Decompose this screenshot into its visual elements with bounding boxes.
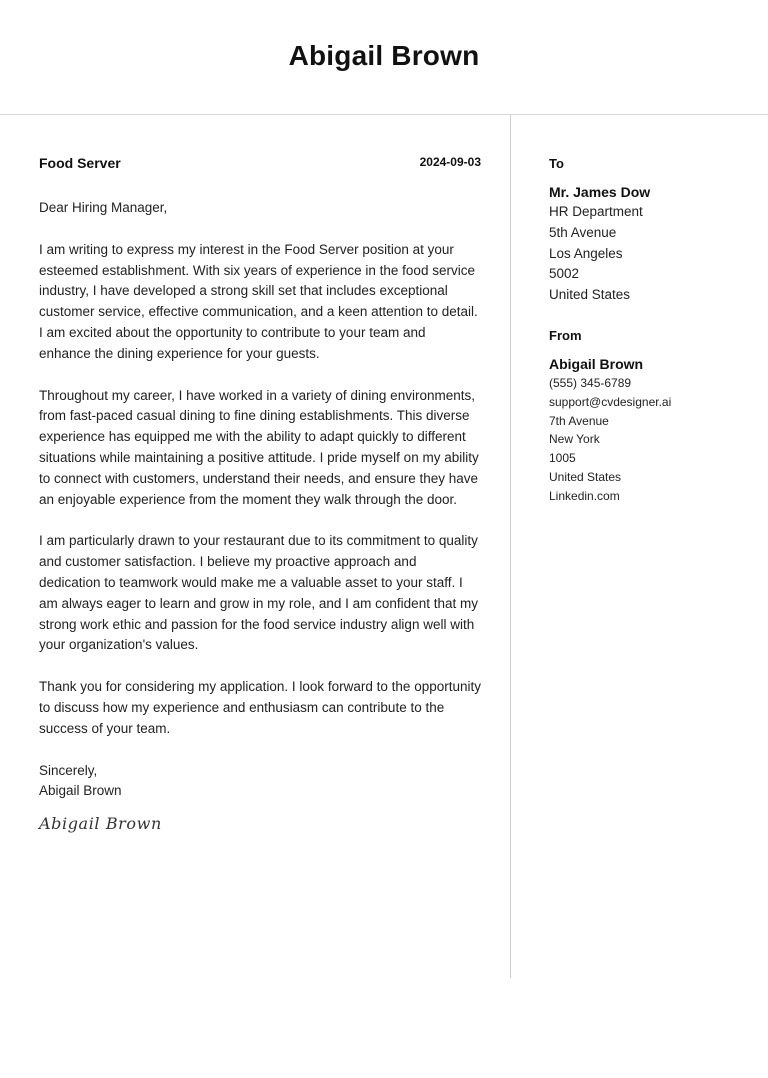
recipient-city: Los Angeles bbox=[549, 245, 623, 261]
paragraph: I am writing to express my interest in the Food Server position at your esteemed establishment. With six years of experience in the food service industry, I have developed a strong skill set that includes exceptional customer service, effective communication, and a keen attention to detail. I am excited about the opportunity to contribute to your team and enhance the dining experience for your guests. bbox=[39, 241, 478, 361]
recipient-country: United States bbox=[549, 287, 631, 303]
greeting: Dear Hiring Manager, bbox=[39, 200, 168, 215]
sender-phone: (555) 345-6789 bbox=[549, 375, 632, 390]
sender-country: United States bbox=[549, 469, 622, 484]
closing-block bbox=[39, 761, 481, 803]
closing-name: Abigail Brown bbox=[39, 783, 122, 799]
from-label: From bbox=[549, 327, 582, 343]
address-sidebar bbox=[549, 152, 749, 506]
job-title: Food Server bbox=[39, 155, 121, 171]
applicant-name-heading: Abigail Brown bbox=[288, 40, 480, 71]
recipient-zip: 5002 bbox=[549, 266, 580, 282]
handwritten-signature: Abigail Brown bbox=[39, 814, 162, 834]
letter-header bbox=[0, 0, 768, 115]
letter-body bbox=[39, 152, 481, 833]
sender-zip: 1005 bbox=[549, 451, 576, 466]
paragraph: Throughout my career, I have worked in a variety of dining environments, from fast-paced casual dining to fine dining establishments. This diverse experience has equipped me with the ability to adapt quickly to different situations while maintaining a positive attitude. I pride myself on my ability to connect with customers, understand their needs, and ensure they have an enjoyable experience from the moment they walk through the door. bbox=[39, 387, 479, 507]
sender-linkedin: Linkedin.com bbox=[549, 488, 620, 503]
recipient-street: 5th Avenue bbox=[549, 224, 617, 240]
sender-email: support@cvdesigner.ai bbox=[549, 394, 672, 409]
recipient-department: HR Department bbox=[549, 204, 643, 219]
to-label: To bbox=[549, 156, 564, 171]
recipient-name: Mr. James Dow bbox=[549, 184, 651, 200]
title-row bbox=[39, 152, 481, 176]
paragraph: I am particularly drawn to your restaurant due to its commitment to quality and customer satisfaction. I believe my proactive approach and dedication to teamwork would make me a valuable asset to your staff. I am always eager to learn and grow in my role, and I am confident that my strong work ethic and passion for the food service industry align well with your organization's values. bbox=[39, 533, 478, 653]
letter-date: 2024-09-03 bbox=[419, 155, 481, 169]
column-divider bbox=[510, 115, 511, 978]
letter-content bbox=[39, 198, 481, 740]
sender-name: Abigail Brown bbox=[549, 355, 644, 372]
sender-city: New York bbox=[549, 432, 600, 447]
sender-street: 7th Avenue bbox=[549, 413, 609, 428]
closing-salutation: Sincerely, bbox=[39, 762, 98, 778]
paragraph: Thank you for considering my application. I look forward to the opportunity to discuss how my experience and enthusiasm can contribute to the success of your team. bbox=[39, 679, 481, 736]
